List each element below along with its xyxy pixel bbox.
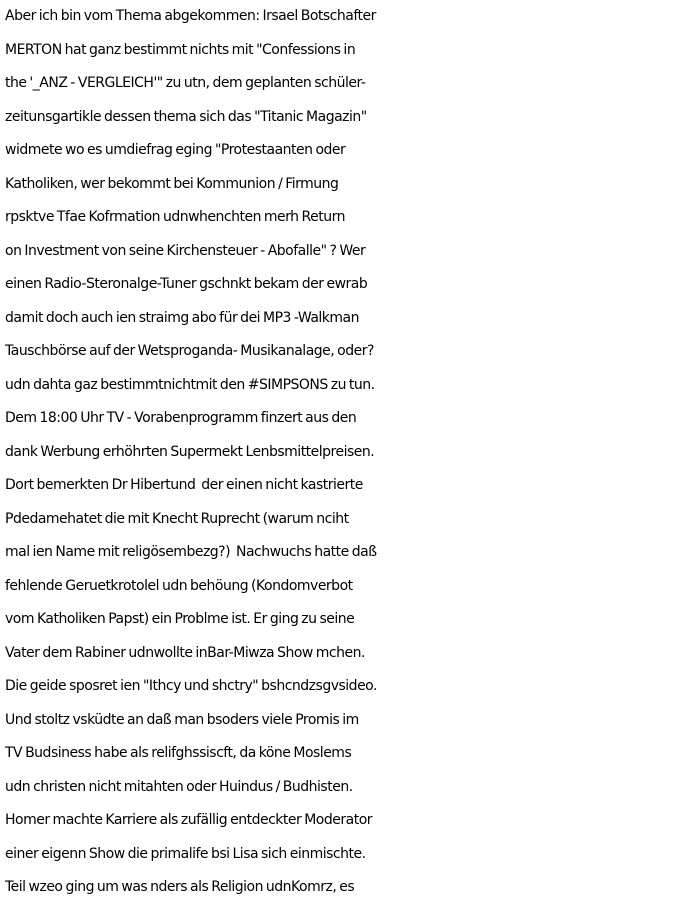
text-line: Aber ich bin vom Thema abgekommen: Irsael Botschafter	[5, 8, 376, 24]
text-line: udn dahta gaz bestimmtnichtmit den #SIMPSONS zu tun.	[5, 376, 375, 393]
text-line: on Investment von seine Kirchensteuer - Abofalle" ? Wer	[5, 242, 366, 259]
text-line: dank Werbung erhöhrten Supermekt Lenbsmittelpreisen.	[5, 443, 375, 460]
text-line: TV Budsiness habe als relifghssiscft, da köne Moslems	[5, 745, 352, 761]
text-line: einen Radio-Steronalge-Tuner gschnkt bekam der ewrab	[5, 276, 368, 292]
text-line: Vater dem Rabiner udnwollte inBar-Miwza Show mchen.	[5, 644, 365, 661]
text-line: udn christen nicht mitahten oder Huindus / Budhisten.	[5, 778, 353, 795]
text-line: Die geide sposret ien "Ithcy und shctry" bshcndzsgvsideo.	[5, 678, 377, 694]
text-line: Tauschbörse auf der Wetsproganda- Musikanalage, oder?	[5, 343, 374, 359]
text-line: mal ien Name mit religösembezg?) Nachwuchs hatte daß	[5, 544, 377, 560]
text-line: Pdedamehatet die mit Knecht Ruprecht (warum nciht	[5, 510, 349, 527]
body-text	[5, 0, 684, 905]
text-line: Und stoltz vsküdte an daß man bsoders viele Promis im	[5, 711, 359, 728]
text-line: Homer machte Karriere als zufällig entdeckter Moderator	[5, 812, 373, 828]
text-line: Dem 18:00 Uhr TV - Vorabenprogramm finzert aus den	[5, 410, 357, 426]
text-line: MERTON hat ganz bestimmt nichts mit "Confessions in	[5, 41, 356, 58]
text-line: Katholiken, wer bekommt bei Kommunion / Firmung	[5, 175, 339, 192]
text-line: Dort bemerkten Dr Hibertund der einen nicht kastrierte	[5, 477, 363, 493]
text-line: zeitunsgartikle dessen thema sich das "Titanic Magazin"	[5, 108, 367, 125]
text-line: vom Katholiken Papst) ein Problme ist. Er ging zu seine	[5, 611, 355, 627]
text-line: damit doch auch ien straimg abo für dei MP3 -Walkman	[5, 309, 359, 326]
text-line: widmete wo es umdiefrag eging "Protestaanten oder	[5, 142, 346, 158]
text-line: Teil wzeo ging um was nders als Religion udnKomrz, es	[5, 879, 355, 895]
text-line: einer eigenn Show die primalife bsi Lisa sich einmischte.	[5, 845, 366, 862]
text-line: rpsktve Tfae Kofrmation udnwhenchten merh Return	[5, 209, 345, 225]
text-line: the '_ANZ - VERGLEICH'" zu utn, dem geplanten schüler-	[5, 75, 366, 91]
text-line: fehlende Geruetkrotolel udn behöung (Kondomverbot	[5, 577, 353, 594]
